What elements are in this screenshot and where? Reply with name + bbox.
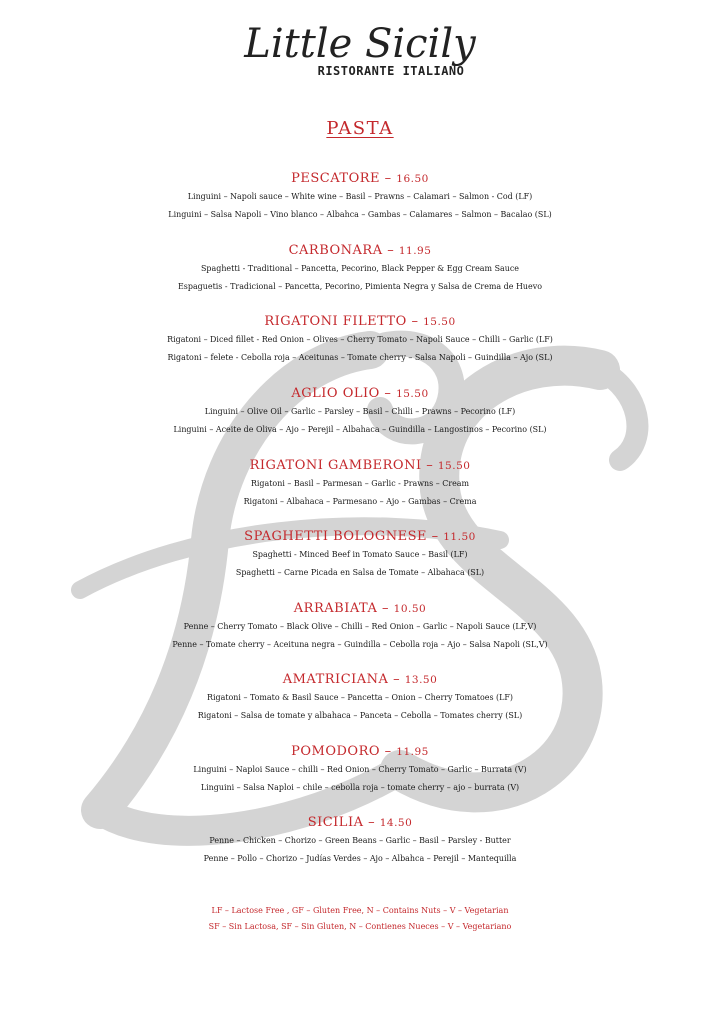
dish-title: PESCATORE – 16.50 <box>291 171 429 186</box>
dish-description-es: Linguini – Salsa Naploi – chile – cebolla roja – tomate cherry – ajo – burrata (V) <box>200 782 520 792</box>
dish-title: CARBONARA – 11.95 <box>288 243 432 258</box>
dish-price: 11.50 <box>443 531 476 543</box>
dish-name: AGLIO OLIO <box>291 386 380 401</box>
dish-pomodoro <box>0 743 720 796</box>
dietary-legend <box>0 903 720 935</box>
dish-description-en: Spaghetti - Traditional – Pancetta, Pecorino, Black Pepper & Egg Cream Sauce <box>200 264 520 273</box>
legend-line-en: LF – Lactose Free , GF – Gluten Free, N – Contains Nuts – V – Vegetarian <box>211 906 509 915</box>
dish-description-es: Penne – Tomate cherry – Aceituna negra – Guindilla – Cebolla roja – Ajo – Salsa Napoli (SL,V) <box>172 639 548 649</box>
logo-script: Little Sicily <box>244 21 476 67</box>
dish-description-en: Linguini – Olive Oil – Garlic – Parsley – Basil – Chilli – Prawns – Pecorino (LF) <box>204 407 516 416</box>
dish-name: SICILIA <box>307 815 364 830</box>
dish-description-es: Linguini – Aceite de Oliva – Ajo – Perejil – Albahaca – Guindilla – Langostinos – Pecorino (SL) <box>173 424 547 434</box>
dish-rigatoni-filetto <box>0 313 720 366</box>
dish-description-es: Spaghetti – Carne Picada en Salsa de Tomate – Albahaca (SL) <box>235 567 485 577</box>
dish-name: RIGATONI GAMBERONI <box>249 458 422 473</box>
dish-price: 10.50 <box>393 603 427 615</box>
dish-arrabiata <box>0 600 720 653</box>
section-title: PASTA <box>326 118 394 139</box>
dish-price: 14.50 <box>379 817 413 829</box>
dish-price: 11.95 <box>396 746 429 758</box>
dish-description-es: Rigatoni – Salsa de tomate y albahaca – Panceta – Cebolla – Tomates cherry (SL) <box>197 710 523 720</box>
dish-name: CARBONARA <box>288 243 383 258</box>
dish-price: 13.50 <box>404 674 438 686</box>
dish-price: 15.50 <box>437 460 471 472</box>
dish-title: AGLIO OLIO – 15.50 <box>291 386 429 401</box>
dish-description-en: Linguini – Napoli sauce – White wine – Basil – Prawns – Calamari – Salmon - Cod (LF) <box>187 192 533 201</box>
dish-description-es: Linguini – Salsa Napoli – Vino blanco – Albahca – Gambas – Calamares – Salmon – Bacalao (SL) <box>168 209 552 219</box>
dish-description-es: Espaguetis - Tradicional – Pancetta, Pecorino, Pimienta Negra y Salsa de Crema de Huevo <box>178 281 542 291</box>
dish-aglio-olio <box>0 385 720 438</box>
dish-description-en: Rigatoni – Tomato & Basil Sauce – Pancetta – Onion – Cherry Tomatoes (LF) <box>206 693 514 702</box>
dish-price: 11.95 <box>398 245 432 257</box>
dish-title: SICILIA – 14.50 <box>307 815 413 830</box>
dish-price: 15.50 <box>396 388 429 400</box>
dish-description-en: Rigatoni – Diced fillet - Red Onion – Olives – Cherry Tomato – Napoli Sauce – Chilli – Garlic (LF) <box>167 335 553 344</box>
dish-description-es: Rigatoni – Albahaca – Parmesano – Ajo – Gambas – Crema <box>243 496 477 506</box>
dish-pescatore <box>0 170 720 223</box>
dish-name: SPAGHETTI BOLOGNESE <box>244 529 427 544</box>
dish-description-en: Spaghetti - Minced Beef in Tomato Sauce – Basil (LF) <box>252 550 468 559</box>
dish-title: RIGATONI FILETTO – 15.50 <box>264 314 456 329</box>
dish-description-en: Penne – Chicken – Chorizo – Green Beans – Garlic – Basil – Parsley - Butter <box>209 836 511 845</box>
dish-description-en: Rigatoni – Basil – Parmesan – Garlic - Prawns – Cream <box>250 479 470 488</box>
dish-sicilia <box>0 814 720 867</box>
dish-price: 15.50 <box>423 316 456 328</box>
dish-title: POMODORO – 11.95 <box>291 744 429 759</box>
dish-name: PESCATORE <box>291 171 381 186</box>
dish-rigatoni-gamberoni <box>0 457 720 510</box>
dish-title: SPAGHETTI BOLOGNESE – 11.50 <box>244 529 476 544</box>
dish-name: RIGATONI FILETTO <box>264 314 407 329</box>
dish-name: AMATRICIANA <box>282 672 389 687</box>
dish-title: AMATRICIANA – 13.50 <box>282 672 438 687</box>
dish-description-es: Penne – Pollo – Chorizo – Judías Verdes – Ajo – Albahca – Perejil – Mantequilla <box>203 853 517 863</box>
dish-amatriciana <box>0 671 720 724</box>
dish-name: ARRABIATA <box>293 601 378 616</box>
dish-spaghetti-bolognese <box>0 528 720 581</box>
dish-description-en: Linguini – Naploi Sauce – chilli – Red Onion – Cherry Tomato – Garlic – Burrata (V) <box>193 765 527 774</box>
dish-price: 16.50 <box>396 173 429 185</box>
dish-description-en: Penne – Cherry Tomato – Black Olive – Chilli – Red Onion – Garlic – Napoli Sauce (LF,V) <box>183 622 537 631</box>
dish-name: POMODORO <box>291 744 381 759</box>
logo-subtitle: RISTORANTE ITALIANO <box>317 64 465 78</box>
dish-carbonara <box>0 242 720 295</box>
logo <box>0 20 720 78</box>
dish-description-es: Rigatoni – felete - Cebolla roja – Aceitunas – Tomate cherry – Salsa Napoli – Guindilla – Ajo (SL) <box>167 352 553 362</box>
dish-title: RIGATONI GAMBERONI – 15.50 <box>249 458 471 473</box>
dish-title: ARRABIATA – 10.50 <box>293 601 427 616</box>
legend-line-es: SF – Sin Lactosa, SF – Sin Gluten, N – Contienes Nueces – V – Vegetariano <box>208 922 512 931</box>
